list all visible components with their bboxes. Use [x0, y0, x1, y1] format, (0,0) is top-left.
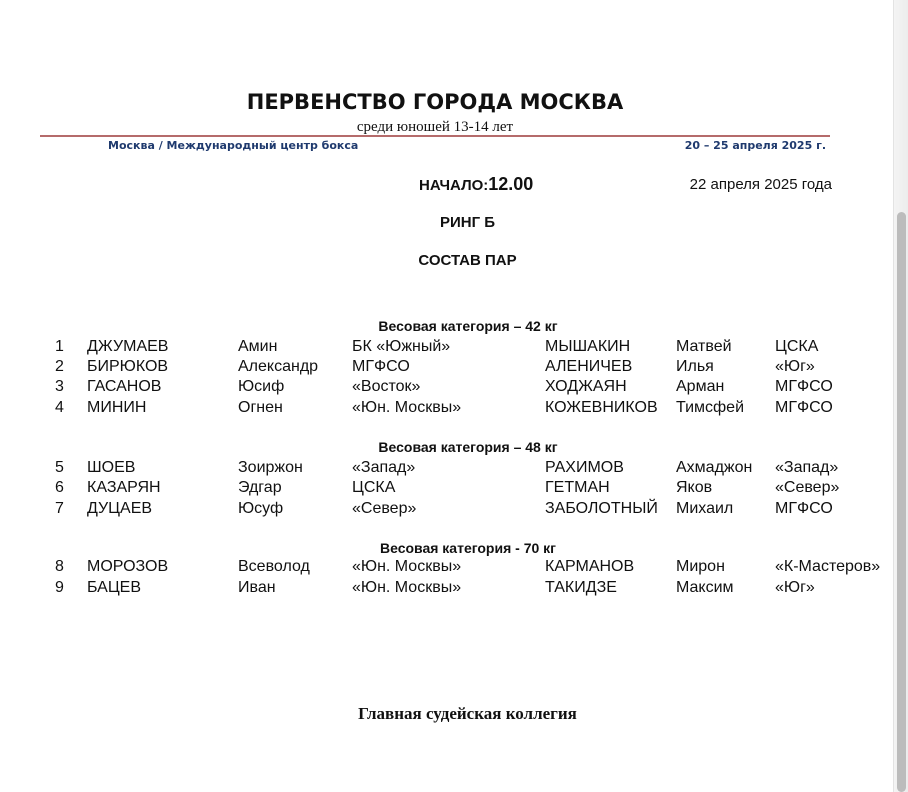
red-corner-first-name: Иван — [238, 579, 276, 596]
start-time-value: 12.00 — [488, 174, 534, 194]
blue-corner-club: МГФСО — [775, 378, 833, 395]
judges-signature: Главная судейская коллегия — [358, 704, 577, 723]
header-divider — [40, 135, 830, 137]
bout-number: 1 — [55, 338, 64, 355]
red-corner-club: «Юн. Москвы» — [352, 579, 462, 596]
blue-corner-last-name: ТАКИДЗЕ — [545, 579, 617, 596]
blue-corner-first-name: Арман — [676, 378, 725, 395]
start-label: НАЧАЛО: — [419, 177, 489, 194]
event-dates: 20 – 25 апреля 2025 г. — [684, 139, 826, 152]
blue-corner-first-name: Мирон — [676, 558, 725, 575]
blue-corner-first-name: Илья — [676, 358, 714, 375]
weight-category-heading: Весовая категория – 48 кг — [378, 439, 558, 455]
blue-corner-first-name: Ахмаджон — [676, 459, 753, 476]
bout-row — [0, 579, 894, 599]
bout-number: 5 — [55, 459, 64, 476]
bout-row — [0, 399, 894, 419]
bout-row — [0, 378, 894, 398]
bout-number: 7 — [55, 500, 64, 517]
blue-corner-club: «Юг» — [775, 358, 815, 375]
document-subtitle: среди юношей 13-14 лет — [356, 119, 514, 135]
red-corner-first-name: Эдгар — [238, 479, 282, 496]
red-corner-club: «Юн. Москвы» — [352, 558, 462, 575]
red-corner-club: «Север» — [352, 500, 417, 517]
red-corner-last-name: КАЗАРЯН — [87, 479, 161, 496]
pairs-heading: СОСТАВ ПАР — [418, 252, 517, 269]
blue-corner-club: «Север» — [775, 479, 840, 496]
bout-row — [0, 358, 894, 378]
blue-corner-last-name: АЛЕНИЧЕВ — [545, 358, 633, 375]
red-corner-last-name: МИНИН — [87, 399, 147, 416]
blue-corner-first-name: Тимсфей — [676, 399, 745, 416]
bout-number: 8 — [55, 558, 64, 575]
blue-corner-club: МГФСО — [775, 500, 833, 517]
bout-row — [0, 459, 894, 479]
red-corner-last-name: ДУЦАЕВ — [87, 500, 153, 517]
red-corner-first-name: Юсиф — [238, 378, 285, 395]
blue-corner-first-name: Максим — [676, 579, 734, 596]
red-corner-club: БК «Южный» — [352, 338, 451, 355]
red-corner-club: ЦСКА — [352, 479, 396, 496]
blue-corner-club: «Юг» — [775, 579, 815, 596]
document-title: ПЕРВЕНСТВО ГОРОДА МОСКВА — [246, 90, 624, 114]
red-corner-first-name: Огнен — [238, 399, 283, 416]
blue-corner-first-name: Михаил — [676, 500, 734, 517]
bout-row — [0, 479, 894, 499]
blue-corner-club: МГФСО — [775, 399, 833, 416]
ring-label: РИНГ Б — [439, 214, 496, 231]
blue-corner-club: «К-Мастеров» — [775, 558, 881, 575]
blue-corner-last-name: ГЕТМАН — [545, 479, 610, 496]
blue-corner-first-name: Матвей — [676, 338, 732, 355]
weight-category-heading: Весовая категория – 42 кг — [378, 318, 558, 334]
bout-number: 2 — [55, 358, 64, 375]
red-corner-last-name: ГАСАНОВ — [87, 378, 162, 395]
blue-corner-last-name: КОЖЕВНИКОВ — [545, 399, 658, 416]
blue-corner-last-name: МЫШАКИН — [545, 338, 631, 355]
vertical-scrollbar[interactable] — [894, 0, 908, 792]
bout-number: 6 — [55, 479, 64, 496]
weight-category-heading: Весовая категория - 70 кг — [379, 540, 557, 556]
red-corner-last-name: БАЦЕВ — [87, 579, 141, 596]
red-corner-last-name: ШОЕВ — [87, 459, 136, 476]
blue-corner-first-name: Яков — [676, 479, 713, 496]
red-corner-first-name: Зоиржон — [238, 459, 303, 476]
red-corner-club: МГФСО — [352, 358, 410, 375]
blue-corner-club: ЦСКА — [775, 338, 819, 355]
session-date: 22 апреля 2025 года — [689, 176, 832, 193]
red-corner-first-name: Амин — [238, 338, 278, 355]
red-corner-last-name: ДЖУМАЕВ — [87, 338, 169, 355]
red-corner-last-name: МОРОЗОВ — [87, 558, 169, 575]
blue-corner-last-name: ХОДЖАЯН — [545, 378, 627, 395]
red-corner-first-name: Александр — [238, 358, 319, 375]
bout-row — [0, 500, 894, 520]
blue-corner-last-name: РАХИМОВ — [545, 459, 624, 476]
blue-corner-club: «Запад» — [775, 459, 839, 476]
red-corner-club: «Юн. Москвы» — [352, 399, 462, 416]
red-corner-club: «Восток» — [352, 378, 421, 395]
blue-corner-last-name: ЗАБОЛОТНЫЙ — [545, 500, 658, 517]
blue-corner-last-name: КАРМАНОВ — [545, 558, 635, 575]
red-corner-last-name: БИРЮКОВ — [87, 358, 169, 375]
bout-row — [0, 338, 894, 358]
start-time — [419, 174, 533, 195]
bout-number: 9 — [55, 579, 64, 596]
red-corner-first-name: Юсуф — [238, 500, 284, 517]
venue-location: Москва / Международный центр бокса — [108, 139, 359, 152]
red-corner-club: «Запад» — [352, 459, 416, 476]
bout-row — [0, 558, 894, 578]
bout-number: 3 — [55, 378, 64, 395]
red-corner-first-name: Всеволод — [238, 558, 310, 575]
bout-number: 4 — [55, 399, 64, 416]
